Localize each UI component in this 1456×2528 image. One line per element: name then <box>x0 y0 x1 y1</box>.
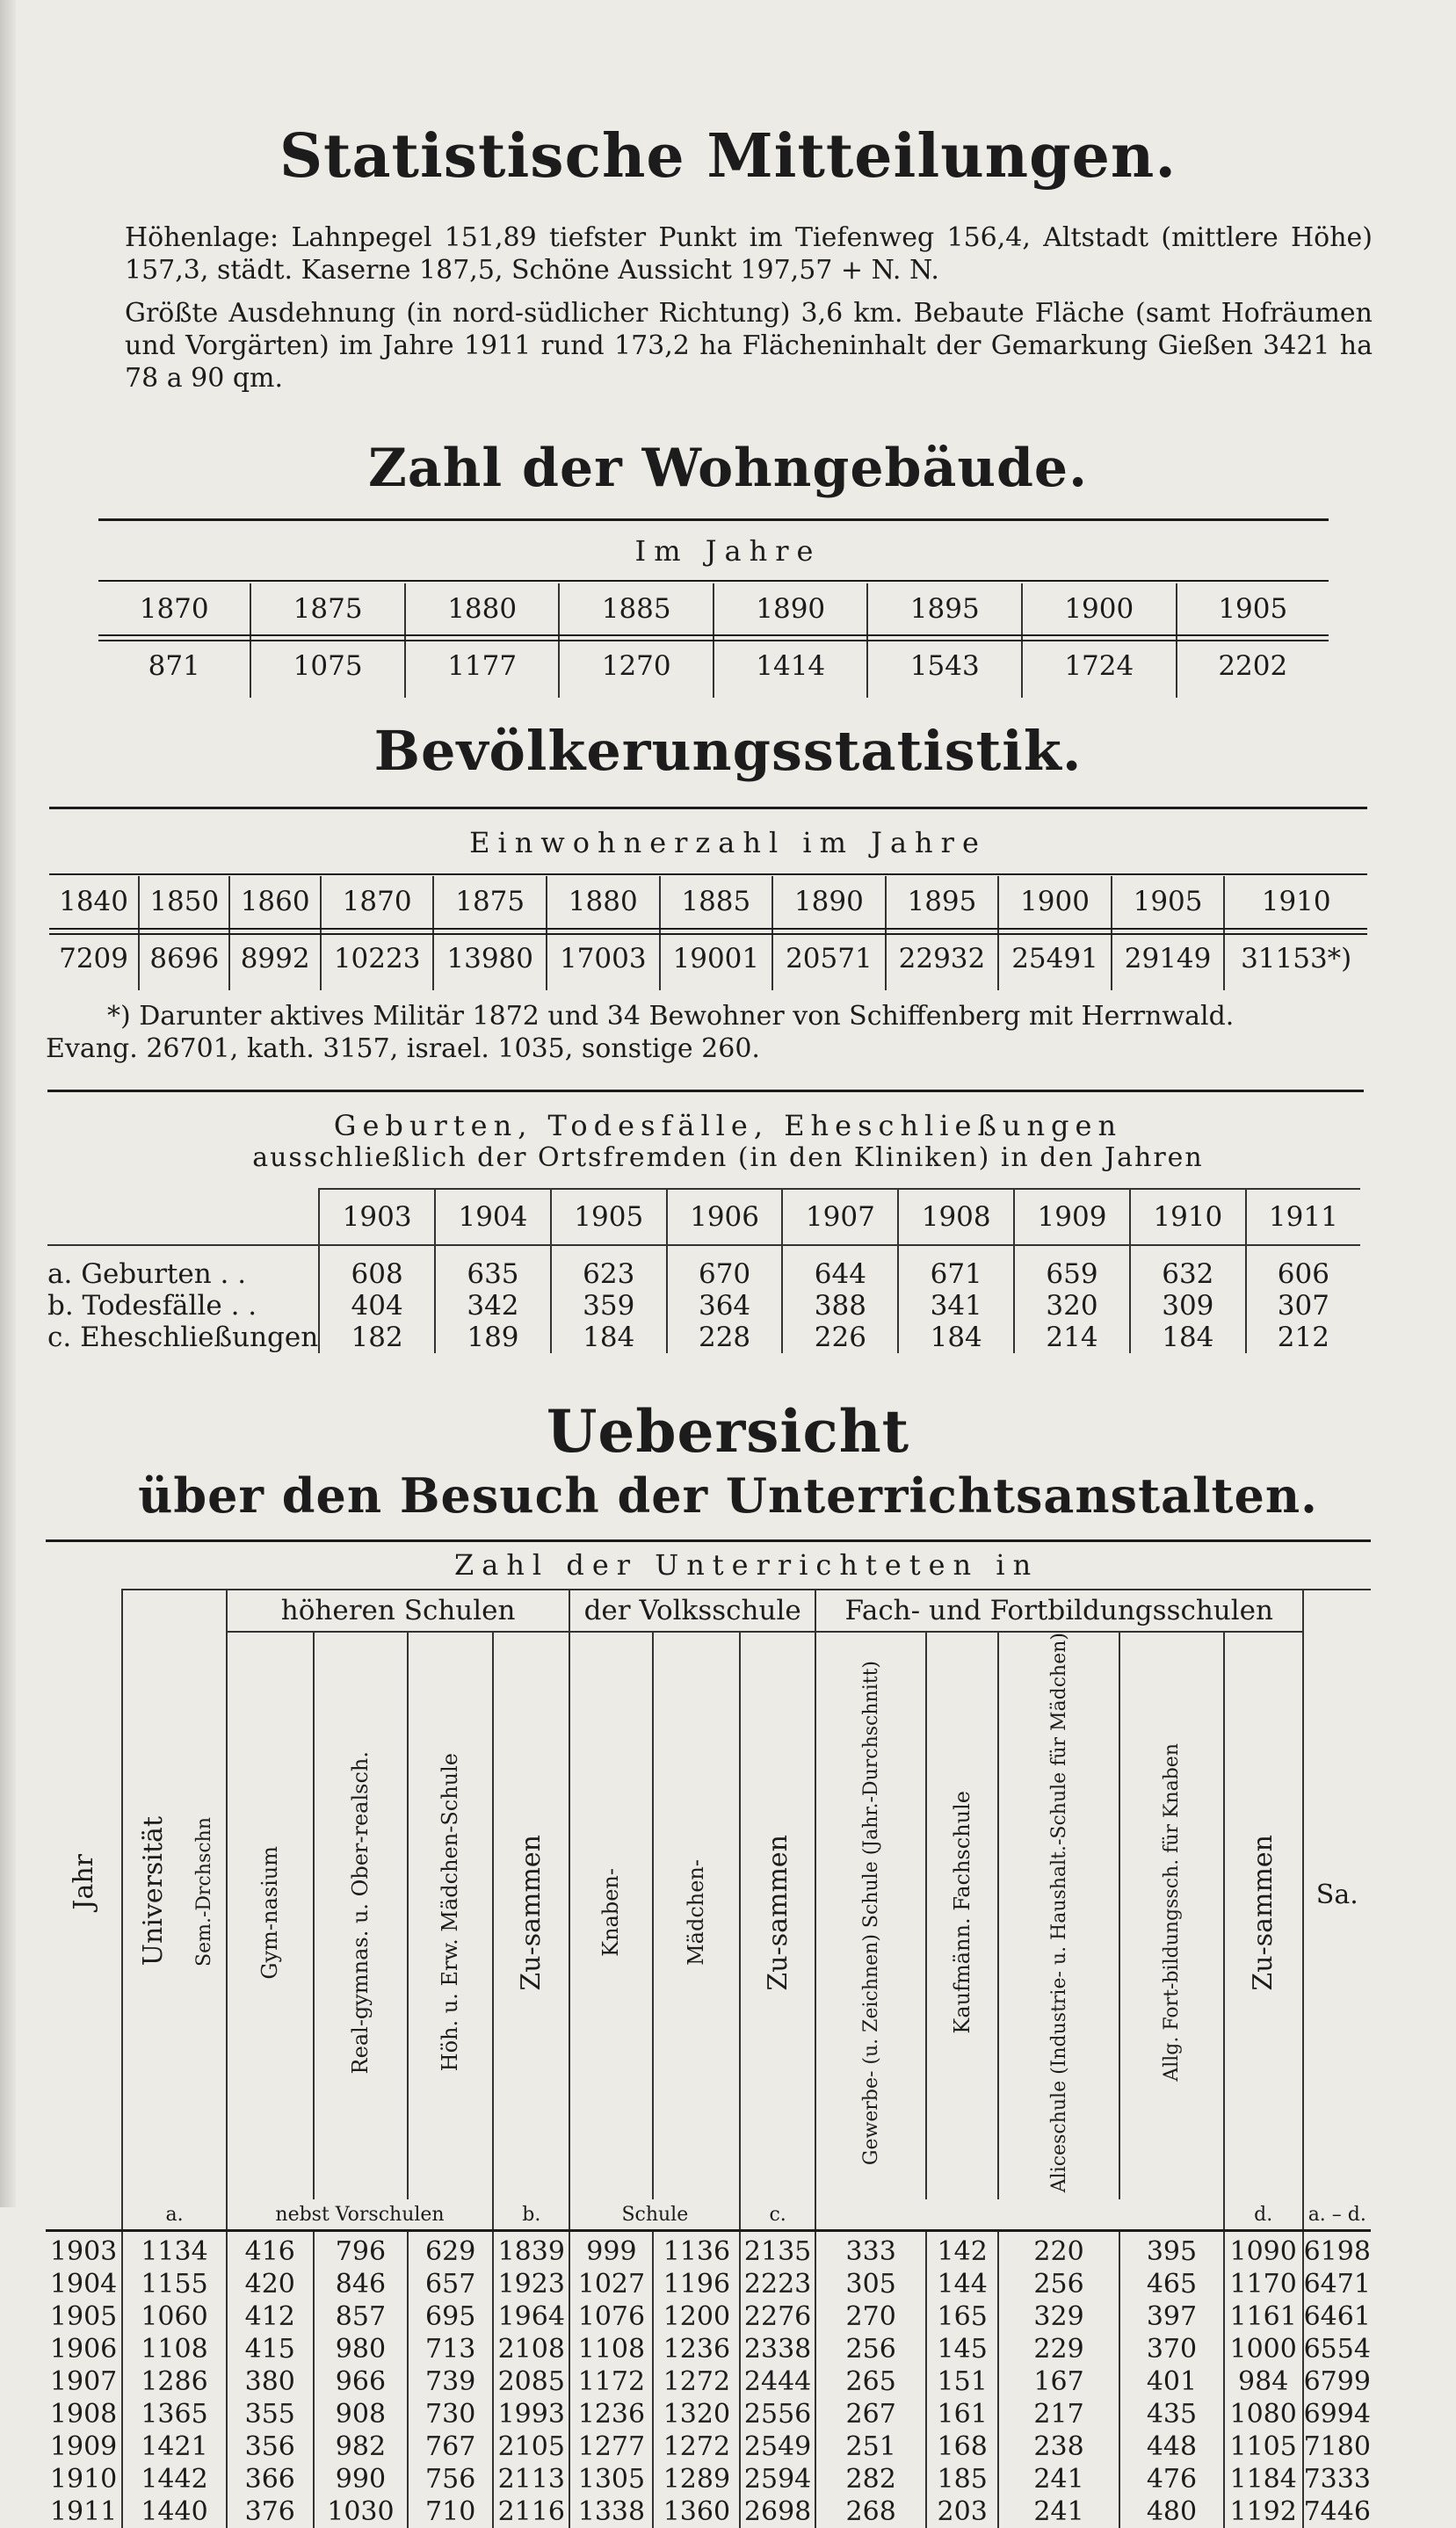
uebersicht-cell: 657 <box>408 2268 493 2300</box>
uebersicht-cell: 984 <box>1224 2365 1303 2398</box>
wohngebaeude-year: 1885 <box>559 583 714 634</box>
header-universitaet <box>122 1590 184 2199</box>
geburten-cell: 182 <box>319 1322 435 1353</box>
uebersicht-row <box>46 2430 1371 2463</box>
uebersicht-cell: 416 <box>227 2231 314 2269</box>
uebersicht-year: 1904 <box>49 2269 118 2300</box>
uebersicht-cell: 329 <box>998 2300 1119 2333</box>
geburten-cell: 184 <box>1130 1322 1246 1353</box>
bevoelkerung-year: 1875 <box>433 876 547 927</box>
uebersicht-subtitle: über den Besuch der Unterrichtsanstalten. <box>138 1467 1318 1524</box>
divider <box>49 873 1367 875</box>
geburten-year: 1908 <box>898 1189 1014 1245</box>
uebersicht-cell: 1338 <box>569 2495 653 2528</box>
uebersicht-cell: 6554 <box>1303 2334 1371 2365</box>
uebersicht-cell: 1172 <box>569 2365 653 2398</box>
uebersicht-cell: 1000 <box>1224 2333 1303 2365</box>
uebersicht-cell: 1134 <box>122 2231 227 2269</box>
uebersicht-cell: 1136 <box>653 2231 740 2269</box>
divider <box>49 928 1367 930</box>
wohngebaeude-year: 1880 <box>405 583 560 634</box>
geburten-cell: 632 <box>1130 1245 1246 1290</box>
uebersicht-row <box>46 2300 1371 2333</box>
uebersicht-cell: 6994 <box>1303 2399 1371 2430</box>
bevoelkerung-value: 8992 <box>229 927 320 990</box>
wohngebaeude-title: Zahl der Wohngebäude. <box>368 438 1088 499</box>
uebersicht-cell: 1192 <box>1224 2495 1303 2528</box>
uebersicht-cell: 796 <box>314 2231 409 2269</box>
uebersicht-cell: 1170 <box>1224 2268 1303 2300</box>
uebersicht-cell: 1076 <box>569 2300 653 2333</box>
divider <box>98 634 1329 636</box>
uebersicht-cell: 966 <box>314 2365 409 2398</box>
wohngebaeude-year: 1905 <box>1177 583 1329 634</box>
wohngebaeude-value: 1724 <box>1022 634 1177 698</box>
uebersicht-cell: 695 <box>408 2300 493 2333</box>
geburten-cell: 670 <box>667 1245 783 1290</box>
geburten-table <box>47 1188 1360 1353</box>
header-aliceschule-label: Aliceschule (Industrie- u. Haushalt.-Schule für Mädchen) <box>1047 1633 1070 2193</box>
uebersicht-cell: 270 <box>815 2300 927 2333</box>
header-realgymnasium-label: Real-gymnas. u. Ober-realsch. <box>347 1750 373 2075</box>
divider <box>49 933 1367 935</box>
geburten-cell: 228 <box>667 1322 783 1353</box>
uebersicht-cell: 2105 <box>493 2430 569 2463</box>
uebersicht-cell: 908 <box>314 2398 409 2430</box>
geburten-year: 1909 <box>1014 1189 1130 1245</box>
uebersicht-cell: 739 <box>408 2365 493 2398</box>
uebersicht-cell: 1080 <box>1224 2398 1303 2430</box>
bevoelkerung-title: Bevölkerungsstatistik. <box>373 719 1083 783</box>
intro-paragraph-hoehenlage: Höhenlage: Lahnpegel 151,89 tiefster Punkt im Tiefenweg 156,4, Altstadt (mittlere Höhe) 157,3, städt. Kaserne 187,5, Schöne Aussicht 197,57 + N. N. <box>125 222 1373 286</box>
uebersicht-row <box>46 2231 1371 2269</box>
geburten-cell: 364 <box>667 1290 783 1322</box>
uebersicht-cell: 370 <box>1119 2333 1224 2365</box>
header-hoehere-schulen: höheren Schulen <box>227 1590 570 1632</box>
konfession-note: Evang. 26701, kath. 3157, israel. 1035, sonstige 260. <box>46 1033 760 1064</box>
bevoelkerung-value: 10223 <box>321 927 434 990</box>
uebersicht-cell: 1184 <box>1224 2463 1303 2495</box>
geburten-year: 1910 <box>1130 1189 1246 1245</box>
header-semester-label: Sem.-Drchschn <box>193 1816 216 1967</box>
wohngebaeude-value: 1075 <box>250 634 405 698</box>
uebersicht-cell: 7180 <box>1303 2431 1371 2463</box>
uebersicht-cell: 1060 <box>122 2300 227 2333</box>
bevoelkerung-value: 13980 <box>433 927 547 990</box>
divider <box>98 518 1329 521</box>
header-zusammen-b-label: Zu-sammen <box>516 1834 547 1991</box>
bevoelkerung-year: 1895 <box>886 876 999 927</box>
uebersicht-cell: 1027 <box>569 2268 653 2300</box>
uebersicht-cell: 333 <box>815 2231 927 2269</box>
wohngebaeude-value: 1177 <box>405 634 560 698</box>
geburten-cell: 214 <box>1014 1322 1130 1353</box>
uebersicht-cell: 241 <box>998 2463 1119 2495</box>
bevoelkerung-year: 1860 <box>229 876 320 927</box>
uebersicht-cell: 1993 <box>493 2398 569 2430</box>
bevoelkerung-value: 19001 <box>660 927 773 990</box>
page-spine-shadow <box>0 0 16 2207</box>
uebersicht-row <box>46 2268 1371 2300</box>
subheader-c: c. <box>740 2199 815 2231</box>
wohngebaeude-value: 1270 <box>559 634 714 698</box>
bevoelkerung-year: 1900 <box>998 876 1112 927</box>
uebersicht-cell: 435 <box>1119 2398 1224 2430</box>
uebersicht-cell: 1964 <box>493 2300 569 2333</box>
header-zusammen-c-label: Zu-sammen <box>762 1834 793 1991</box>
uebersicht-cell: 2549 <box>740 2430 815 2463</box>
page-title: Statistische Mitteilungen. <box>279 121 1177 192</box>
uebersicht-cell: 756 <box>408 2463 493 2495</box>
header-universitaet-label: Universität <box>138 1816 170 1967</box>
uebersicht-cell: 305 <box>815 2268 927 2300</box>
bevoelkerung-year: 1850 <box>139 876 229 927</box>
uebersicht-cell: 980 <box>314 2333 409 2365</box>
header-volksschule: der Volksschule <box>569 1590 815 1632</box>
uebersicht-cell: 1320 <box>653 2398 740 2430</box>
uebersicht-year: 1903 <box>46 2231 122 2269</box>
geburten-cell: 212 <box>1246 1322 1360 1353</box>
geburten-cell: 404 <box>319 1290 435 1322</box>
header-fachschulen: Fach- und Fortbildungsschulen <box>815 1590 1303 1632</box>
uebersicht-row <box>46 2463 1371 2495</box>
wohngebaeude-value: 871 <box>148 650 200 682</box>
divider <box>49 807 1367 809</box>
uebersicht-cell: 420 <box>227 2268 314 2300</box>
bevoelkerung-year: 1890 <box>772 876 886 927</box>
uebersicht-year: 1911 <box>49 2496 118 2528</box>
wohngebaeude-year: 1895 <box>867 583 1022 634</box>
wohngebaeude-value: 1543 <box>867 634 1022 698</box>
uebersicht-cell: 376 <box>227 2495 314 2528</box>
uebersicht-cell: 168 <box>926 2430 998 2463</box>
geburten-cell: 189 <box>435 1322 551 1353</box>
header-zusammen-c <box>740 1632 815 2199</box>
uebersicht-cell: 465 <box>1119 2268 1224 2300</box>
subheader-schule: Schule <box>569 2199 740 2231</box>
geburten-cell: 635 <box>435 1245 551 1290</box>
geburten-row <box>47 1322 1360 1353</box>
header-zusammen-b <box>493 1632 569 2199</box>
geburten-cell: 388 <box>782 1290 898 1322</box>
uebersicht-year: 1905 <box>49 2301 118 2333</box>
uebersicht-cell: 1272 <box>653 2430 740 2463</box>
wohngebaeude-year: 1870 <box>139 593 209 625</box>
header-zusammen-d <box>1224 1632 1303 2199</box>
uebersicht-cell: 448 <box>1119 2430 1224 2463</box>
uebersicht-cell: 7333 <box>1303 2464 1371 2495</box>
uebersicht-cell: 2556 <box>740 2398 815 2430</box>
uebersicht-cell: 144 <box>926 2268 998 2300</box>
uebersicht-cell: 2085 <box>493 2365 569 2398</box>
geburten-cell: 341 <box>898 1290 1014 1322</box>
uebersicht-cell: 366 <box>227 2463 314 2495</box>
uebersicht-row <box>46 2333 1371 2365</box>
uebersicht-cell: 397 <box>1119 2300 1224 2333</box>
uebersicht-row <box>46 2398 1371 2430</box>
geburten-row <box>47 1245 1360 1290</box>
bevoelkerung-year: 1840 <box>59 886 128 917</box>
uebersicht-cell: 2338 <box>740 2333 815 2365</box>
geburten-row <box>47 1290 1360 1322</box>
bevoelkerung-value: 17003 <box>547 927 660 990</box>
uebersicht-cell: 846 <box>314 2268 409 2300</box>
header-kaufm-fachschule <box>926 1632 998 2199</box>
uebersicht-cell: 999 <box>569 2231 653 2269</box>
geburten-cell: 226 <box>782 1322 898 1353</box>
divider <box>98 580 1329 582</box>
uebersicht-cell: 167 <box>998 2365 1119 2398</box>
uebersicht-year: 1908 <box>49 2399 118 2430</box>
uebersicht-cell: 142 <box>926 2231 998 2269</box>
uebersicht-cell: 1305 <box>569 2463 653 2495</box>
bevoelkerung-value: 22932 <box>886 927 999 990</box>
bevoelkerung-notes <box>46 1000 1373 1065</box>
subheader-d: d. <box>1224 2199 1303 2231</box>
subheader-a: a. <box>122 2199 227 2231</box>
bevoelkerung-year: 1880 <box>547 876 660 927</box>
uebersicht-cell: 1108 <box>122 2333 227 2365</box>
geburten-year: 1905 <box>551 1189 667 1245</box>
uebersicht-cell: 145 <box>926 2333 998 2365</box>
uebersicht-cell: 6471 <box>1303 2269 1371 2300</box>
geburten-cell: 184 <box>898 1322 1014 1353</box>
geburten-year: 1907 <box>782 1189 898 1245</box>
geburten-row-label: c. Eheschließungen <box>47 1322 319 1353</box>
uebersicht-cell: 265 <box>815 2365 927 2398</box>
uebersicht-year: 1909 <box>49 2431 118 2463</box>
header-kaufm-fachschule-label: Kaufmänn. Fachschule <box>949 1791 974 2034</box>
wohngebaeude-value: 2202 <box>1177 634 1329 698</box>
uebersicht-cell: 2223 <box>740 2268 815 2300</box>
uebersicht-cell: 220 <box>998 2231 1119 2269</box>
uebersicht-cell: 1360 <box>653 2495 740 2528</box>
uebersicht-cell: 1090 <box>1224 2231 1303 2269</box>
uebersicht-cell: 1440 <box>122 2495 227 2528</box>
bevoelkerung-value: 29149 <box>1112 927 1225 990</box>
uebersicht-cell: 415 <box>227 2333 314 2365</box>
bevoelkerung-year: 1870 <box>321 876 434 927</box>
wohngebaeude-value: 1414 <box>714 634 868 698</box>
uebersicht-cell: 256 <box>998 2268 1119 2300</box>
header-jahr <box>46 1541 122 2231</box>
uebersicht-cell: 710 <box>408 2495 493 2528</box>
header-aliceschule <box>998 1632 1119 2199</box>
geburten-cell: 359 <box>551 1290 667 1322</box>
header-gewerbeschule-label: Gewerbe- (u. Zeichnen) Schule (Jahr.-Durchschnitt) <box>859 1660 882 2165</box>
geburten-cell: 606 <box>1246 1245 1360 1290</box>
uebersicht-cell: 161 <box>926 2398 998 2430</box>
uebersicht-cell: 629 <box>408 2231 493 2269</box>
bevoelkerung-caption: Einwohnerzahl im Jahre <box>469 826 987 859</box>
subheader-b: b. <box>493 2199 569 2231</box>
uebersicht-row <box>46 2495 1371 2528</box>
geburten-cell: 307 <box>1246 1290 1360 1322</box>
header-gewerbeschule <box>815 1632 927 2199</box>
header-fortbildungsschule-label: Allg. Fort-bildungssch. für Knaben <box>1160 1743 1183 2082</box>
header-maedchen-label: Mädchen- <box>684 1859 709 1967</box>
uebersicht-cell: 767 <box>408 2430 493 2463</box>
uebersicht-cell: 1200 <box>653 2300 740 2333</box>
uebersicht-cell: 412 <box>227 2300 314 2333</box>
bevoelkerung-year: 1905 <box>1112 876 1225 927</box>
uebersicht-cell: 395 <box>1119 2231 1224 2269</box>
uebersicht-cell: 282 <box>815 2463 927 2495</box>
geburten-year: 1911 <box>1246 1189 1360 1245</box>
uebersicht-table <box>46 1541 1371 2528</box>
uebersicht-year: 1906 <box>49 2334 118 2365</box>
uebersicht-caption: Zahl der Unterrichteten in <box>454 1548 1039 1582</box>
uebersicht-cell: 6198 <box>1303 2231 1371 2269</box>
bevoelkerung-year: 1885 <box>660 876 773 927</box>
bevoelkerung-value: 20571 <box>772 927 886 990</box>
intro-paragraph-ausdehnung: Größte Ausdehnung (in nord-südlicher Richtung) 3,6 km. Bebaute Fläche (samt Hofräumen und Vorgärten) im Jahre 1911 rund 173,2 ha Flächeninhalt der Gemarkung Gießen 3421 ha 78 a 90 qm. <box>125 298 1373 394</box>
uebersicht-cell: 203 <box>926 2495 998 2528</box>
subheader-nebst-vorschulen: nebst Vorschulen <box>227 2199 493 2231</box>
uebersicht-cell: 2276 <box>740 2300 815 2333</box>
uebersicht-cell: 2698 <box>740 2495 815 2528</box>
uebersicht-cell: 2113 <box>493 2463 569 2495</box>
uebersicht-cell: 241 <box>998 2495 1119 2528</box>
uebersicht-year: 1910 <box>49 2464 118 2495</box>
uebersicht-cell: 217 <box>998 2398 1119 2430</box>
uebersicht-cell: 1277 <box>569 2430 653 2463</box>
uebersicht-cell: 401 <box>1119 2365 1224 2398</box>
uebersicht-cell: 1196 <box>653 2268 740 2300</box>
uebersicht-cell: 476 <box>1119 2463 1224 2495</box>
bevoelkerung-year: 1910 <box>1224 876 1367 927</box>
uebersicht-cell: 267 <box>815 2398 927 2430</box>
uebersicht-cell: 857 <box>314 2300 409 2333</box>
uebersicht-cell: 2116 <box>493 2495 569 2528</box>
uebersicht-cell: 1923 <box>493 2268 569 2300</box>
uebersicht-cell: 1442 <box>122 2463 227 2495</box>
geburten-cell: 671 <box>898 1245 1014 1290</box>
uebersicht-cell: 2108 <box>493 2333 569 2365</box>
uebersicht-cell: 355 <box>227 2398 314 2430</box>
uebersicht-cell: 480 <box>1119 2495 1224 2528</box>
header-maedchen <box>653 1632 740 2199</box>
geburten-cell: 659 <box>1014 1245 1130 1290</box>
geburten-cell: 309 <box>1130 1290 1246 1322</box>
geburten-cell: 623 <box>551 1245 667 1290</box>
bevoelkerung-value: 8696 <box>139 927 229 990</box>
divider <box>47 1090 1364 1092</box>
uebersicht-cell: 380 <box>227 2365 314 2398</box>
uebersicht-cell: 1108 <box>569 2333 653 2365</box>
header-summe: Sa. <box>1303 1590 1371 2199</box>
bevoelkerung-value: 31153*) <box>1224 927 1367 990</box>
uebersicht-cell: 1236 <box>653 2333 740 2365</box>
uebersicht-cell: 2135 <box>740 2231 815 2269</box>
uebersicht-title: Uebersicht <box>546 1397 910 1466</box>
header-gymnasium <box>227 1632 314 2199</box>
uebersicht-year: 1907 <box>49 2366 118 2398</box>
geburten-row-label: a. Geburten . . <box>47 1258 247 1290</box>
uebersicht-cell: 268 <box>815 2495 927 2528</box>
uebersicht-cell: 1839 <box>493 2231 569 2269</box>
geburten-row-label: b. Todesfälle . . <box>47 1290 257 1322</box>
uebersicht-cell: 730 <box>408 2398 493 2430</box>
header-maedchenschule-label: Höh. u. Erw. Mädchen-Schule <box>438 1753 463 2072</box>
uebersicht-cell: 165 <box>926 2300 998 2333</box>
subheader-a-d: a. – d. <box>1303 2199 1371 2231</box>
uebersicht-cell: 7446 <box>1303 2496 1371 2528</box>
header-realgymnasium <box>314 1632 409 2199</box>
uebersicht-row <box>46 2365 1371 2398</box>
bevoelkerung-value: 25491 <box>998 927 1112 990</box>
wohngebaeude-caption: Im Jahre <box>634 534 822 568</box>
uebersicht-cell: 1289 <box>653 2463 740 2495</box>
header-zusammen-d-label: Zu-sammen <box>1248 1834 1279 1991</box>
uebersicht-cell: 1236 <box>569 2398 653 2430</box>
geburten-cell: 184 <box>551 1322 667 1353</box>
header-maedchenschule <box>408 1632 493 2199</box>
geburten-cell: 608 <box>319 1245 435 1290</box>
uebersicht-cell: 251 <box>815 2430 927 2463</box>
uebersicht-cell: 990 <box>314 2463 409 2495</box>
geburten-year: 1904 <box>435 1189 551 1245</box>
header-semester <box>184 1590 227 2199</box>
header-knaben <box>569 1632 653 2199</box>
uebersicht-cell: 1155 <box>122 2268 227 2300</box>
uebersicht-cell: 356 <box>227 2430 314 2463</box>
uebersicht-cell: 185 <box>926 2463 998 2495</box>
geburten-caption: Geburten, Todesfälle, Eheschließungen <box>333 1109 1123 1142</box>
uebersicht-cell: 1030 <box>314 2495 409 2528</box>
subheader-blank <box>815 2199 1224 2231</box>
uebersicht-cell: 1272 <box>653 2365 740 2398</box>
geburten-cell: 320 <box>1014 1290 1130 1322</box>
header-gymnasium-label: Gym-nasium <box>257 1845 282 1980</box>
uebersicht-cell: 1365 <box>122 2398 227 2430</box>
uebersicht-cell: 2444 <box>740 2365 815 2398</box>
geburten-cell: 644 <box>782 1245 898 1290</box>
wohngebaeude-year: 1875 <box>250 583 405 634</box>
geburten-label-header <box>47 1189 319 1245</box>
wohngebaeude-year: 1890 <box>714 583 868 634</box>
geburten-cell: 342 <box>435 1290 551 1322</box>
uebersicht-cell: 713 <box>408 2333 493 2365</box>
bevoelkerung-value: 7209 <box>59 943 128 974</box>
geburten-year: 1903 <box>319 1189 435 1245</box>
header-jahr-label: Jahr <box>68 1853 99 1910</box>
uebersicht-cell: 256 <box>815 2333 927 2365</box>
header-fortbildungsschule <box>1119 1632 1224 2199</box>
divider <box>98 640 1329 641</box>
uebersicht-cell: 1421 <box>122 2430 227 2463</box>
geburten-subcaption: ausschließlich der Ortsfremden (in den Kliniken) in den Jahren <box>252 1142 1204 1173</box>
wohngebaeude-year: 1900 <box>1022 583 1177 634</box>
footnote-militaer: *) Darunter aktives Militär 1872 und 34 Bewohner von Schiffenberg mit Herrnwald. <box>107 1001 1235 1032</box>
uebersicht-cell: 982 <box>314 2430 409 2463</box>
uebersicht-cell: 2594 <box>740 2463 815 2495</box>
uebersicht-cell: 1286 <box>122 2365 227 2398</box>
uebersicht-cell: 6461 <box>1303 2301 1371 2333</box>
header-knaben-label: Knaben- <box>598 1868 624 1958</box>
uebersicht-cell: 238 <box>998 2430 1119 2463</box>
geburten-year: 1906 <box>667 1189 783 1245</box>
uebersicht-cell: 6799 <box>1303 2366 1371 2398</box>
uebersicht-cell: 1105 <box>1224 2430 1303 2463</box>
uebersicht-cell: 151 <box>926 2365 998 2398</box>
uebersicht-cell: 229 <box>998 2333 1119 2365</box>
uebersicht-cell: 1161 <box>1224 2300 1303 2333</box>
